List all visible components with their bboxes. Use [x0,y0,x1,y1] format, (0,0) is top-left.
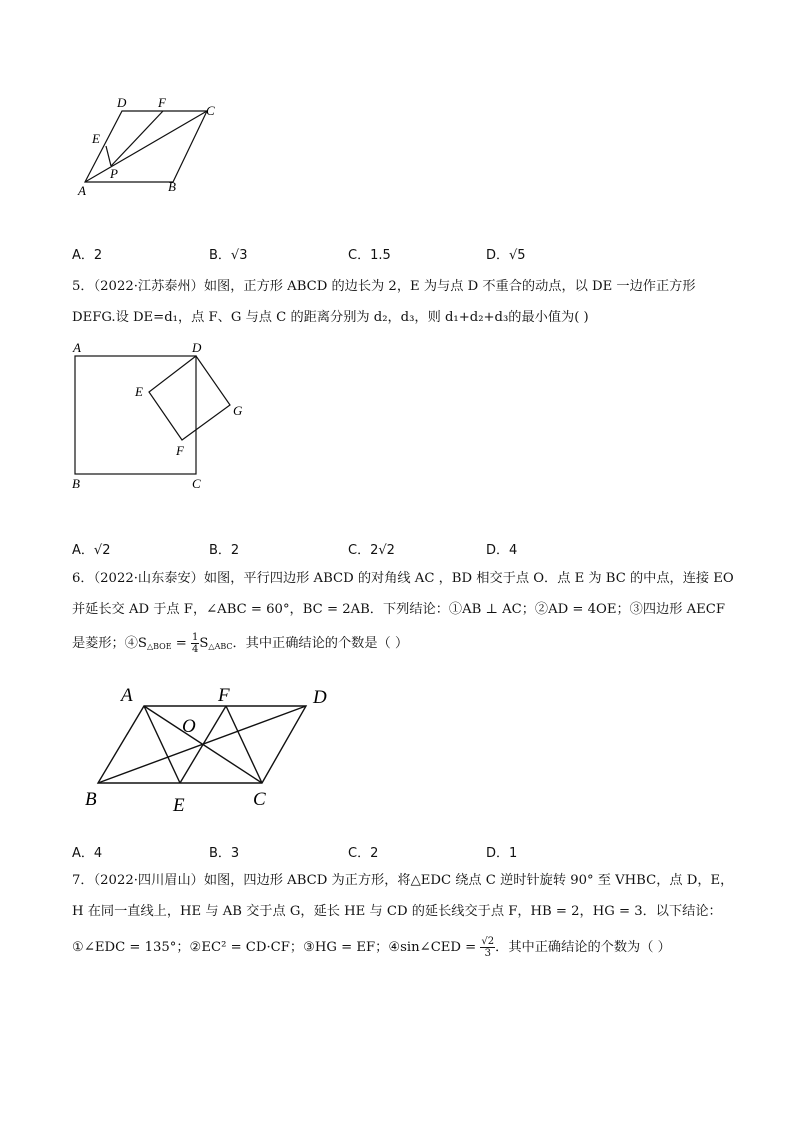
label-E: E [173,795,185,816]
label-B: B [85,789,97,810]
figure-q6-parallelogram [80,680,340,820]
figure-q4-parallelogram [70,90,240,205]
label-C: C [253,789,266,810]
q6-option-a: A．4 [72,846,103,861]
q6-option-c: C．2 [348,846,379,861]
label-C: C [206,103,215,118]
q6-text-line1: 6．（2022·山东泰安）如图，平行四边形 ABCD 的对角线 AC ，BD 相交于点 O．点 E 为 BC 的中点，连接 EO [72,571,734,586]
q6-text-line3: 是菱形；$④S_{\triangle BOE}$ = $\frac{1}{4}$ $S_{\triangle ABC}$．其中正确结论的个数是（ ） [72,632,409,655]
label-C: C [192,476,201,491]
label-A: A [121,685,133,706]
figure-q5-squares [66,338,256,498]
label-B: B [72,476,80,491]
label-P: P [110,166,118,181]
q6-option-b: B．3 [209,846,240,861]
q7-text-line2: H 在同一直线上，HE 与 AB 交于点 G，延长 HE 与 CD 的延长线交于点 F，HB = 2，HG = 3．以下结论： [72,904,722,919]
label-A: A [78,183,86,198]
q5-option-d: D．4 [486,543,518,558]
label-D: D [117,95,127,110]
q7-text-line3: ①∠EDC = 135°；②EC² = CD·CF；③HG = EF；④sin∠CED = $\frac{√2}{3}$ ．其中正确结论的个数为（ ） [72,936,671,959]
label-G: G [233,403,243,418]
q4-option-b: B．√3 [209,248,248,263]
q6-text-line2: 并延长交 AD 于点 F，∠ABC = 60°，BC = 2AB．下列结论：①AB ⊥ AC；②AD = 4OE；③四边形 AECF [72,602,725,617]
q7-text-line1: 7．（2022·四川眉山）如图，四边形 ABCD 为正方形，将△EDC 绕点 C 逆时针旋转 90° 至 VHBC，点 D，E， [72,873,734,888]
label-B: B [168,179,176,194]
q5-text-line1: 5．（2022·江苏泰州）如图，正方形 ABCD 的边长为 2，E 为与点 D 不重合的动点，以 DE 一边作正方形 [72,279,696,294]
label-D: D [313,687,327,708]
label-F: F [176,443,184,458]
q5-option-b: B．2 [209,543,240,558]
label-A: A [73,340,81,355]
label-O: O [182,716,196,737]
label-D: D [192,340,202,355]
label-F: F [158,95,166,110]
label-E: E [92,131,100,146]
q5-option-a: A．√2 [72,543,111,558]
q4-option-d: D．√5 [486,248,526,263]
q4-option-c: C．1.5 [348,248,391,263]
label-E: E [135,384,143,399]
q5-text-line2: DEFG.设 DE=d₁，点 F、G 与点 C 的距离分别为 d₂，d₃，则 d₁+d₂+d₃的最小值为( ) [72,310,589,325]
q5-option-c: C．2√2 [348,543,395,558]
q6-option-d: D．1 [486,846,518,861]
q4-option-a: A．2 [72,248,103,263]
label-F: F [218,685,230,706]
